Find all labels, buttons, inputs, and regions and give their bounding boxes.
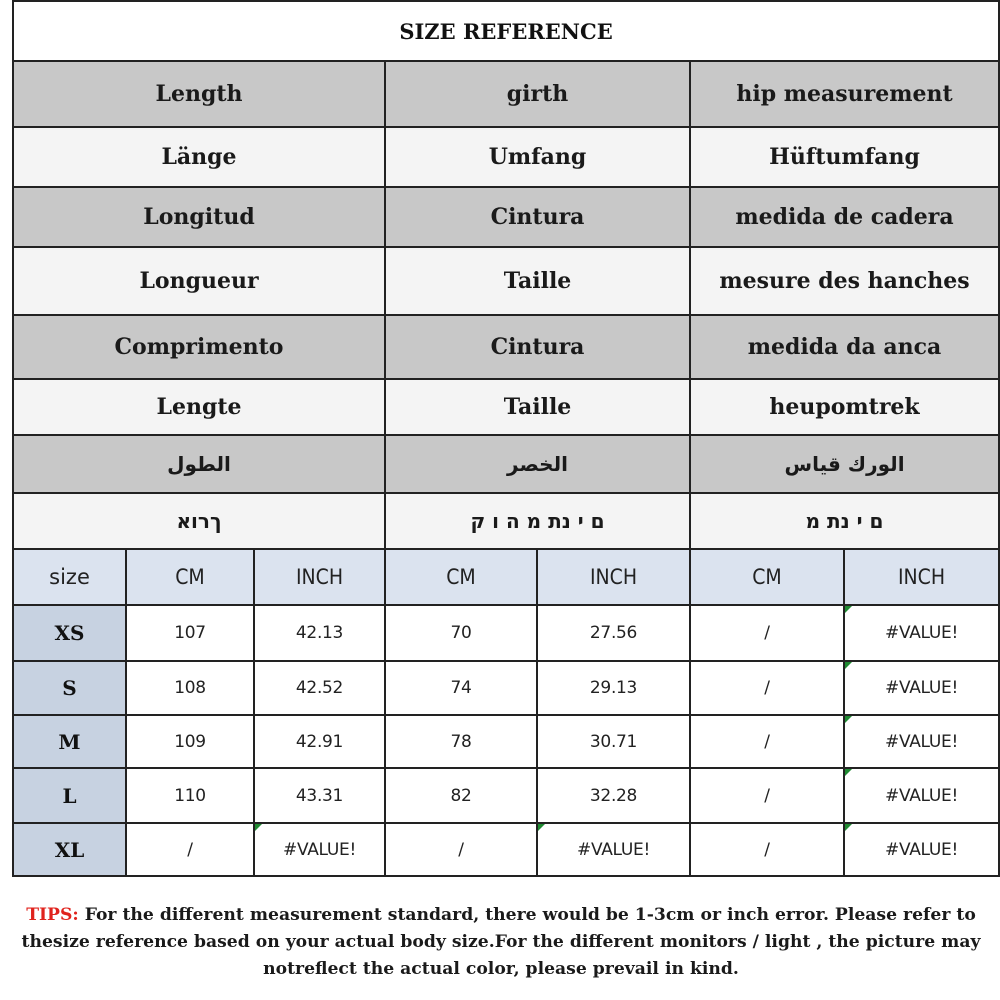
cell-value: / (764, 785, 770, 806)
value-cell (254, 768, 385, 823)
value-cell (385, 661, 537, 715)
hip-label: hip measurement (690, 61, 999, 127)
value-cell (537, 605, 690, 661)
size-label: XL (13, 823, 126, 876)
cell-value: #VALUE! (577, 839, 650, 860)
unit-header-inch: INCH (254, 549, 385, 605)
tips-text: For the different measurement standard, there would be 1-3cm or inch error. Please refer to thesize reference based on your actual body size.For the different monitors / light , the picture may notreflect the actual color, please prevail in kind. (21, 905, 981, 979)
language-row (13, 61, 999, 127)
value-cell (690, 605, 844, 661)
language-row (13, 435, 999, 493)
tips-label: TIPS: (26, 905, 79, 925)
hip-label: medida de cadera (690, 187, 999, 247)
value-cell (254, 715, 385, 768)
error-marker (255, 824, 262, 831)
girth-label: Cintura (385, 315, 690, 379)
size-label: L (13, 768, 126, 823)
value-cell (385, 768, 537, 823)
hip-label: heupomtrek (690, 379, 999, 435)
unit-header-cm: CM (690, 549, 844, 605)
value-cell (537, 768, 690, 823)
size-row (13, 605, 999, 661)
cell-value: 109 (174, 731, 206, 752)
error-marker (845, 606, 852, 613)
tips-note (18, 902, 984, 983)
value-cell (126, 823, 254, 876)
size-row (13, 715, 999, 768)
cell-value: 42.13 (295, 623, 344, 643)
cell-value: 74 (450, 678, 472, 698)
cell-value: #VALUE! (885, 678, 958, 698)
size-row (13, 768, 999, 823)
length-label: Longueur (13, 247, 385, 315)
size-chart (12, 0, 998, 877)
cell-value: / (458, 839, 464, 860)
value-cell (254, 661, 385, 715)
cell-value: 42.52 (295, 678, 344, 698)
cell-value: / (764, 731, 770, 752)
cell-value: #VALUE! (885, 839, 958, 860)
cell-value: #VALUE! (885, 785, 958, 806)
value-cell (690, 715, 844, 768)
girth-label: Cintura (385, 187, 690, 247)
language-row (13, 127, 999, 187)
value-cell (385, 715, 537, 768)
size-column-header: size (13, 549, 126, 605)
girth-label: Taille (385, 379, 690, 435)
cell-value: 42.91 (295, 731, 344, 752)
girth-label: Umfang (385, 127, 690, 187)
value-cell (126, 661, 254, 715)
girth-label: الخصر (385, 435, 690, 493)
cell-value: 70 (450, 623, 472, 643)
girth-label: Taille (385, 247, 690, 315)
cell-value: / (764, 678, 770, 698)
language-row (13, 493, 999, 549)
value-cell (385, 823, 537, 876)
value-cell (254, 823, 385, 876)
cell-value: #VALUE! (283, 839, 356, 860)
value-cell (126, 605, 254, 661)
value-cell (385, 605, 537, 661)
hip-label: medida da anca (690, 315, 999, 379)
error-marker (845, 769, 852, 776)
cell-value: / (764, 623, 770, 643)
value-cell (844, 661, 999, 715)
cell-value: / (764, 839, 770, 860)
language-row (13, 379, 999, 435)
size-row (13, 661, 999, 715)
value-cell (537, 823, 690, 876)
hip-label: ם י נת מ (690, 493, 999, 549)
size-reference-table (12, 0, 1000, 877)
error-marker (538, 824, 545, 831)
value-cell (126, 715, 254, 768)
cell-value: 29.13 (589, 678, 638, 698)
length-label: Longitud (13, 187, 385, 247)
cell-value: #VALUE! (885, 623, 958, 643)
cell-value: 27.56 (589, 623, 638, 643)
hip-label: الورك قياس (690, 435, 999, 493)
size-row (13, 823, 999, 876)
language-row (13, 187, 999, 247)
cell-value: 107 (174, 623, 206, 643)
girth-label: girth (385, 61, 690, 127)
length-label: Länge (13, 127, 385, 187)
cell-value: 30.71 (589, 731, 638, 752)
hip-label: Hüftumfang (690, 127, 999, 187)
error-marker (845, 662, 852, 669)
value-cell (254, 605, 385, 661)
value-cell (537, 661, 690, 715)
chart-title: SIZE REFERENCE (13, 1, 999, 61)
cell-value: 78 (450, 731, 472, 752)
unit-header-cm: CM (385, 549, 537, 605)
hip-label: mesure des hanches (690, 247, 999, 315)
girth-label: ם י נת מ ה ו ק (385, 493, 690, 549)
length-label: Comprimento (13, 315, 385, 379)
size-label: S (13, 661, 126, 715)
value-cell (690, 823, 844, 876)
length-label: ךרוא (13, 493, 385, 549)
value-cell (537, 715, 690, 768)
value-cell (844, 605, 999, 661)
cell-value: / (187, 839, 193, 860)
cell-value: 108 (174, 678, 206, 698)
value-cell (690, 661, 844, 715)
cell-value: 32.28 (589, 785, 638, 806)
value-cell (126, 768, 254, 823)
length-label: Lengte (13, 379, 385, 435)
size-label: M (13, 715, 126, 768)
unit-header-cm: CM (126, 549, 254, 605)
value-cell (690, 768, 844, 823)
error-marker (845, 716, 852, 723)
unit-header-row (13, 549, 999, 605)
language-row (13, 247, 999, 315)
value-cell (844, 823, 999, 876)
language-row (13, 315, 999, 379)
unit-header-inch: INCH (537, 549, 690, 605)
value-cell (844, 715, 999, 768)
title-row (13, 1, 999, 61)
length-label: الطول (13, 435, 385, 493)
cell-value: #VALUE! (885, 731, 958, 752)
cell-value: 110 (174, 785, 206, 806)
cell-value: 82 (450, 785, 472, 806)
value-cell (844, 768, 999, 823)
size-label: XS (13, 605, 126, 661)
length-label: Length (13, 61, 385, 127)
unit-header-inch: INCH (844, 549, 999, 605)
cell-value: 43.31 (295, 785, 344, 806)
error-marker (845, 824, 852, 831)
